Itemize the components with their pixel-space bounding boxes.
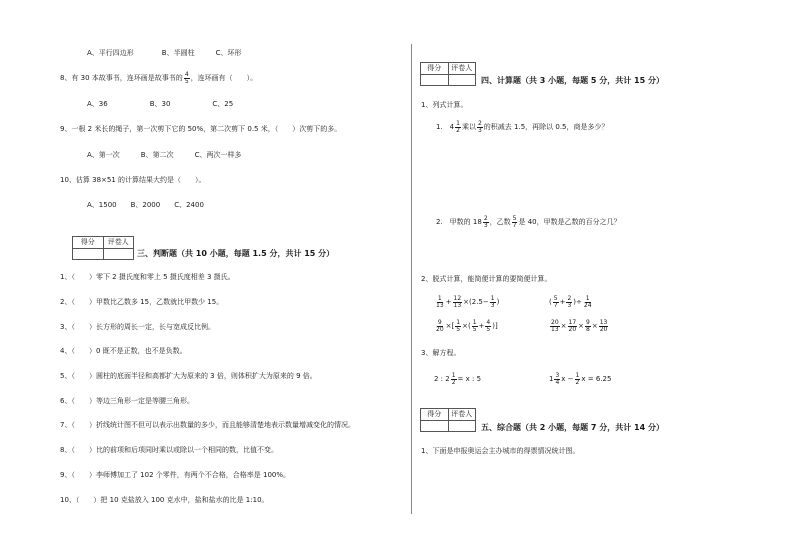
fraction: $\frac{12}{13}$: [453, 295, 462, 309]
question-10: 10、估算 38×51 的计算结果大约是（ ）。: [60, 176, 206, 184]
score-label: 得分: [427, 64, 442, 73]
fraction: $\frac{5}{7}$: [553, 295, 558, 309]
q8-text-post: ，连环画有（ ）。: [190, 74, 258, 82]
grader-blank: [103, 249, 134, 260]
score-box-section3: [72, 236, 134, 260]
grader-label: 评卷人: [448, 63, 476, 74]
question-8: [60, 72, 257, 85]
q4-1-2: 2. 甲数的 18 $\frac{2}{3}$ ，乙数 $\frac{5}{7}$ 是 40，甲数是乙数的百分之几？: [436, 215, 621, 229]
fraction: $\frac{1}{2}$: [456, 120, 460, 134]
score-box-section5: [420, 408, 476, 432]
judge-item: 5、（ ）圆柱的底面半径和高都扩大为原来的 3 倍，则体积扩大为原来的 9 倍。: [60, 372, 317, 380]
grader-blank: [448, 421, 476, 432]
score-label: 得分: [427, 410, 442, 419]
judge-item: 7、（ ）折线统计图不但可以表示出数量的多少，而且能够清楚地表示数量增减变化的情况。: [60, 421, 355, 429]
q5-1: 1、下面是申报奥运会主办城市的得票情况统计图。: [421, 447, 580, 455]
score-box-section4: [420, 62, 476, 86]
fraction: $\frac{1}{2}$: [575, 372, 580, 386]
question-9: 9、一根 2 米长的绳子，第一次剪下它的 50%，第二次剪下 0.5 米，（ ）次剪下的多。: [60, 125, 342, 133]
expression-4: $\frac{20}{13}$ × $\frac{17}{20}$ × $\frac{9}{8}$ × $\frac{13}{20}$: [551, 319, 608, 333]
fraction: $\frac{2}{3}$: [483, 215, 488, 229]
fraction: $\frac{1}{2}$: [451, 372, 456, 386]
score-blank: [421, 75, 448, 86]
score-label: 得分: [80, 238, 95, 247]
expression-3: $\frac{9}{20}$ ×[ $\frac{1}{5}$ ×( $\frac{1}{5}$ + $\frac{4}{5}$ )]: [436, 319, 498, 333]
fraction: $\frac{1}{13}$: [436, 295, 444, 309]
fraction: $\frac{9}{8}$: [586, 319, 590, 333]
section3-title: 三、判断题（共 10 小题，每题 1.5 分，共计 15 分）: [137, 249, 335, 258]
q9-options: A、第一次 B、第二次 C、两次一样多: [87, 151, 242, 159]
fraction: $\frac{1}{24}$: [583, 295, 592, 309]
q8-text-pre: 8、有 30 本故事书，连环画是故事书的: [60, 74, 183, 82]
q10-options: A、1500 B、2000 C、2400: [87, 201, 204, 209]
fraction: $\frac{20}{13}$: [551, 319, 559, 333]
grader-blank: [448, 75, 476, 86]
fraction: $\frac{1}{5}$: [472, 319, 477, 333]
expression-2: ( $\frac{5}{7}$ + $\frac{2}{3}$ )÷ $\frac{1}{24}$: [549, 295, 592, 309]
fraction: $\frac{3}{4}$: [555, 372, 560, 386]
fraction: $\frac{4}{5}$: [486, 319, 491, 333]
fraction: $\frac{2}{3}$: [567, 295, 572, 309]
fraction: $\frac{13}{20}$: [599, 319, 608, 333]
equation-1: 2 : 2 $\frac{1}{2}$ = x : 5: [434, 372, 482, 386]
grader-label: 评卷人: [448, 409, 476, 420]
fraction: $\frac{1}{3}$: [490, 295, 495, 309]
q8-fraction: $\frac{4}{5}$: [184, 71, 189, 85]
score-blank: [73, 249, 103, 260]
expression-1: $\frac{1}{13}$ + $\frac{12}{13}$ ×(2.5− $\frac{1}{3}$ ): [436, 295, 500, 309]
fraction: $\frac{5}{7}$: [512, 215, 517, 229]
judge-item: 10、（ ）把 10 克盐放入 100 克水中，盐和盐水的比是 1:10。: [60, 496, 269, 504]
judge-item: 1、（ ）零下 2 摄氏度和零上 5 摄氏度相差 3 摄氏。: [60, 273, 235, 281]
q4-2-title: 2、脱式计算，能简便计算的要简便计算。: [421, 275, 552, 283]
q4-3-title: 3、解方程。: [421, 349, 461, 357]
column-divider: [411, 44, 412, 514]
q7-options: A、平行四边形 B、半圆柱 C、环形: [87, 49, 242, 57]
q8-options: A、36 B、30 C、25: [87, 100, 234, 108]
judge-item: 3、（ ）长方形的周长一定，长与宽成反比例。: [60, 323, 215, 331]
judge-item: 9、（ ）李师傅加工了 102 个零件，有两个不合格，合格率是 100%。: [60, 471, 291, 479]
judge-item: 2、（ ）甲数比乙数多 15，乙数就比甲数少 15。: [60, 298, 224, 306]
section4-title: 四、计算题（共 3 小题，每题 5 分，共计 15 分）: [481, 76, 664, 85]
fraction: $\frac{9}{20}$: [436, 319, 444, 333]
judge-item: 4、（ ）0 既不是正数，也不是负数。: [60, 347, 187, 355]
fraction: $\frac{17}{20}$: [568, 319, 577, 333]
section5-title: 五、综合题（共 2 小题，每题 7 分，共计 14 分）: [481, 423, 664, 432]
judge-item: 8、（ ）比的前项和后项同时乘以或除以一个相同的数，比值不变。: [60, 446, 278, 454]
q4-1-title: 1、列式计算。: [421, 101, 468, 109]
fraction: $\frac{2}{3}$: [477, 120, 482, 134]
q4-1-1: 1. 4 $\frac{1}{2}$ 乘以 $\frac{2}{3}$ 的积减去 1.5，再除以 0.5，商是多少？: [436, 120, 609, 134]
judge-item: 6、（ ）等边三角形一定是等腰三角形。: [60, 397, 194, 405]
equation-2: 1 $\frac{3}{4}$ x − $\frac{1}{2}$ x = 6.25: [549, 372, 612, 386]
fraction: $\frac{1}{5}$: [456, 319, 461, 333]
score-blank: [421, 421, 448, 432]
grader-label: 评卷人: [103, 237, 134, 248]
